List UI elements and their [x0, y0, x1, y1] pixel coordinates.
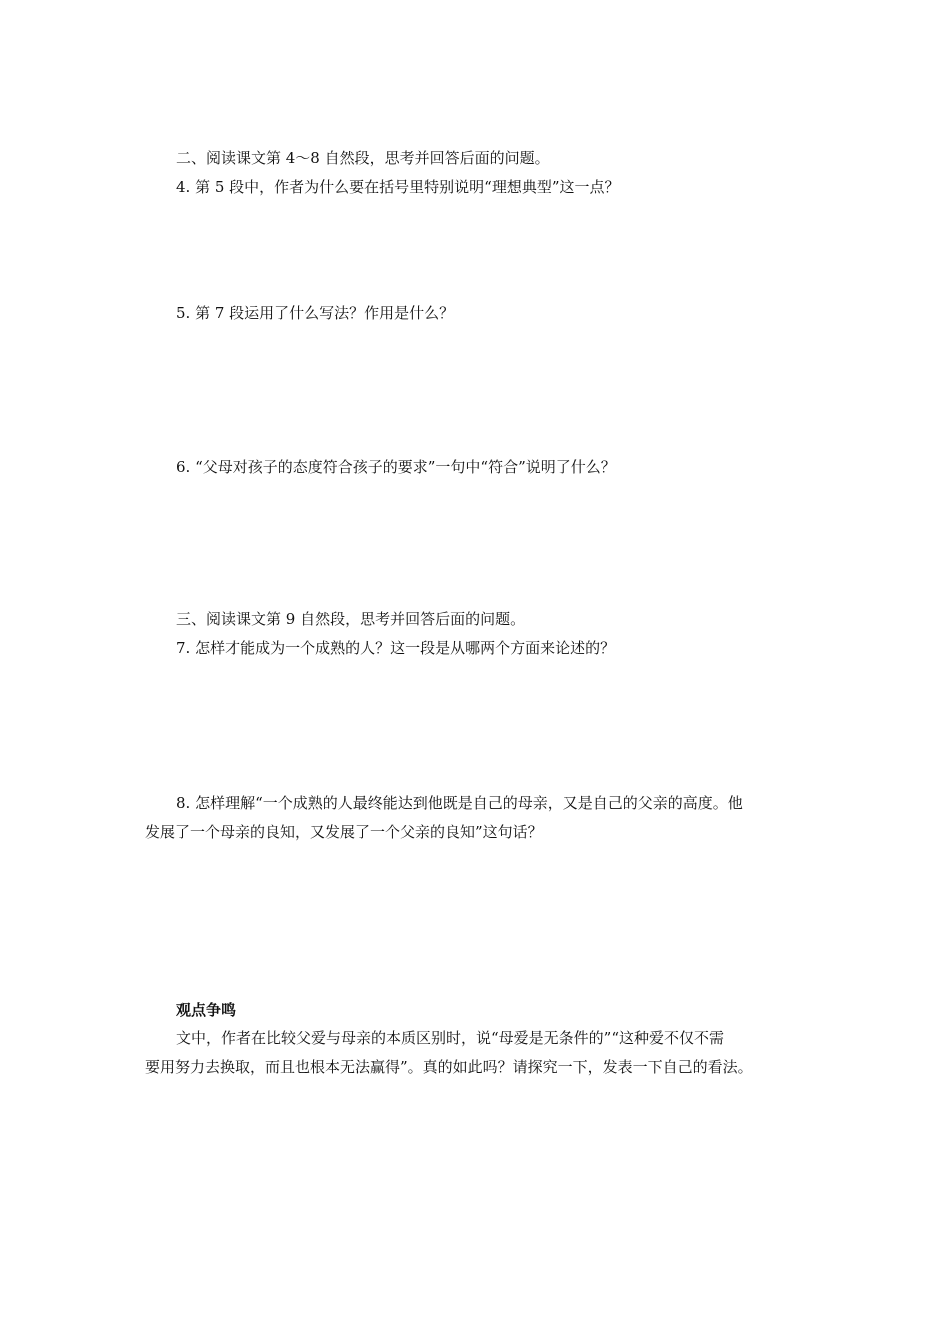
question-4: 4. 第 5 段中，作者为什么要在括号里特别说明“理想典型”这一点？ — [176, 178, 620, 196]
debate-line-1: 文中，作者在比较父爱与母亲的本质区别时，说“母爱是无条件的”“这种爱不仅不需 — [176, 1029, 725, 1047]
debate-title: 观点争鸣 — [176, 1001, 237, 1019]
question-5: 5. 第 7 段运用了什么写法？作用是什么？ — [176, 304, 455, 322]
section-2-heading: 二、阅读课文第 4～8 自然段，思考并回答后面的问题。 — [176, 149, 550, 167]
question-6: 6. “父母对孩子的态度符合孩子的要求”一句中“符合”说明了什么？ — [176, 458, 616, 476]
section-3-heading: 三、阅读课文第 9 自然段，思考并回答后面的问题。 — [176, 610, 526, 628]
question-7: 7. 怎样才能成为一个成熟的人？这一段是从哪两个方面来论述的？ — [176, 639, 616, 657]
question-8-line-1: 8. 怎样理解“一个成熟的人最终能达到他既是自己的母亲，又是自己的父亲的高度。他 — [176, 794, 743, 812]
debate-line-2: 要用努力去换取，而且也根本无法赢得”。真的如此吗？请探究一下，发表一下自己的看法。 — [145, 1058, 753, 1076]
question-8-line-2: 发展了一个母亲的良知，又发展了一个父亲的良知”这句话？ — [145, 823, 543, 841]
